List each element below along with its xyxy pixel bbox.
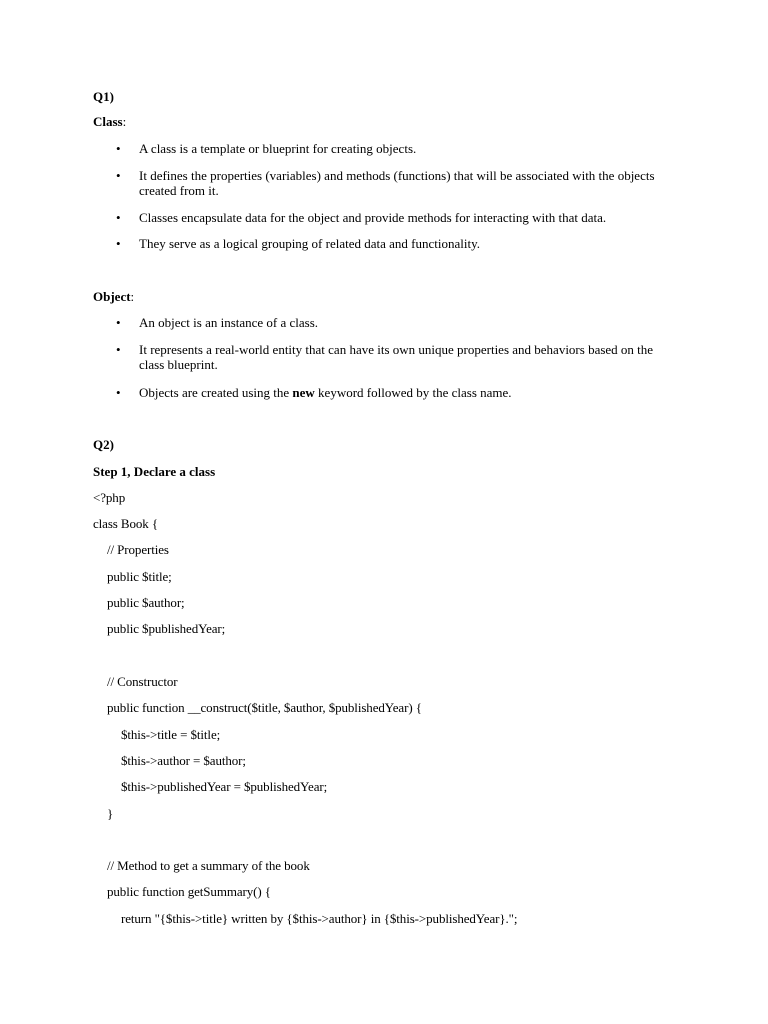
code-line: <?php [93,490,126,505]
class-title-colon: : [122,114,127,129]
list-item: A class is a template or blueprint for creating objects. [139,141,417,156]
code-line: } [107,806,114,821]
code-line: $this->author = $author; [121,753,246,768]
bullet-dot: • [116,236,121,251]
new-keyword: new [292,385,315,400]
code-line: $this->title = $title; [121,727,221,742]
list-item: They serve as a logical grouping of related data and functionality. [139,236,481,251]
bullet-dot: • [116,342,121,357]
code-comment: // Constructor [107,674,178,689]
class-title-line [93,114,126,129]
object-title: Object [93,289,131,304]
code-line: public $publishedYear; [107,621,226,636]
bullet-dot: • [116,210,121,225]
list-item [139,385,674,400]
code-line: $this->publishedYear = $publishedYear; [121,779,328,794]
code-comment: // Properties [107,542,169,557]
object-title-colon: : [130,289,135,304]
class-title: Class [93,114,123,129]
list-item: Classes encapsulate data for the object and provide methods for interacting with that data. [139,210,607,225]
list-item: An object is an instance of a class. [139,315,319,330]
q1-heading: Q1) [93,89,114,104]
step1-heading: Step 1, Declare a class [93,464,216,479]
q2-heading: Q2) [93,437,114,452]
list-item: It defines the properties (variables) and methods (functions) that will be associated with the objects created from it. [139,168,655,198]
bullet-dot: • [116,168,121,183]
list-item: It represents a real-world entity that can have its own unique properties and behaviors based on the class blueprint. [139,342,654,372]
code-line: class Book { [93,516,158,531]
code-line: public function __construct($title, $author, $publishedYear) { [107,700,422,715]
bullet-text-pre: Objects are created using the [139,385,293,400]
object-title-line [93,289,134,304]
code-line: public $author; [107,595,185,610]
code-comment: // Method to get a summary of the book [107,858,310,873]
code-line: public function getSummary() { [107,884,271,899]
bullet-text-post: keyword followed by the class name. [314,385,512,400]
code-line: return "{$this->title} written by {$this->author} in {$this->publishedYear}."; [121,911,518,926]
bullet-dot: • [116,315,121,330]
bullet-dot: • [116,385,121,400]
bullet-dot: • [116,141,121,156]
code-line: public $title; [107,569,172,584]
